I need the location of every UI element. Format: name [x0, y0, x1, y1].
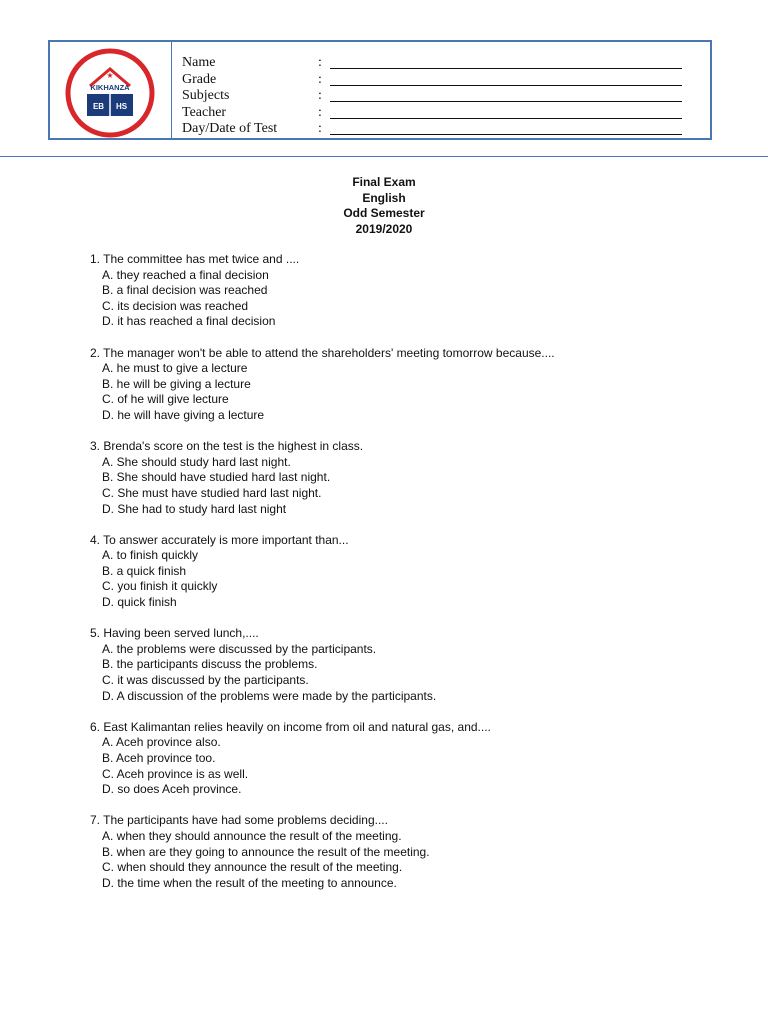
- info-label: Grade: [182, 71, 217, 87]
- answer-option: C. Aceh province is as well.: [102, 766, 249, 781]
- question-stem: 4. To answer accurately is more important than...: [90, 532, 349, 547]
- question-stem: 1. The committee has met twice and ....: [90, 252, 300, 266]
- info-answer-line[interactable]: [330, 85, 682, 86]
- answer-option: C. when should they announce the result of the meeting.: [102, 860, 403, 875]
- answer-option: B. he will be giving a lecture: [102, 376, 251, 391]
- info-label: Subjects: [182, 88, 230, 104]
- logo-cell: [50, 42, 172, 138]
- answer-option: D. quick finish: [102, 595, 177, 610]
- answer-option: C. it was discussed by the participants.: [102, 673, 309, 688]
- info-colon: :: [318, 55, 322, 70]
- answer-option: B. She should have studied hard last night.: [102, 470, 331, 485]
- question-list: [90, 252, 730, 907]
- logo-star-icon: ★: [106, 71, 114, 80]
- exam-year: 2019/2020: [355, 221, 413, 236]
- answer-option: B. a final decision was reached: [102, 283, 268, 298]
- question-stem: 2. The manager won't be able to attend the shareholders' meeting tomorrow because....: [90, 345, 555, 360]
- answer-option: A. She should study hard last night.: [102, 454, 291, 469]
- header-divider: [0, 156, 768, 157]
- answer-option: B. the participants discuss the problems.: [102, 657, 318, 672]
- question-stem: 7. The participants have had some problems deciding....: [90, 813, 388, 828]
- info-colon: :: [318, 104, 322, 120]
- answer-option: A. the problems were discussed by the participants.: [102, 641, 377, 656]
- answer-option: C. its decision was reached: [102, 298, 249, 313]
- info-answer-line[interactable]: [330, 101, 682, 102]
- info-label: Day/Date of Test: [182, 121, 278, 137]
- answer-option: D. so does Aceh province.: [102, 782, 242, 797]
- exam-semester: Odd Semester: [343, 206, 425, 220]
- answer-option: D. he will have giving a lecture: [102, 407, 265, 422]
- answer-option: A. he must to give a lecture: [102, 361, 248, 376]
- question-item: [90, 346, 730, 424]
- exam-header: [48, 40, 712, 140]
- exam-title: Final Exam: [352, 175, 416, 189]
- answer-option: B. Aceh province too.: [102, 751, 216, 765]
- info-row: [182, 88, 702, 105]
- logo-right-letters: HS: [115, 102, 128, 111]
- info-answer-line[interactable]: [330, 134, 682, 135]
- answer-option: C. you finish it quickly: [102, 579, 218, 594]
- question-item: [90, 439, 730, 517]
- answer-option: C. She must have studied hard last night.: [102, 485, 322, 500]
- school-logo: [63, 46, 157, 140]
- info-answer-line[interactable]: [330, 118, 682, 119]
- student-info-rows: [182, 55, 702, 138]
- answer-option: A. when they should announce the result of the meeting.: [102, 828, 402, 843]
- info-row: [182, 55, 702, 72]
- answer-option: C. of he will give lecture: [102, 392, 229, 407]
- info-colon: :: [318, 71, 322, 87]
- answer-option: A. Aceh province also.: [102, 735, 221, 750]
- logo-brand-text: KIKHANZA: [90, 83, 130, 92]
- question-item: [90, 533, 730, 611]
- answer-option: D. the time when the result of the meeting to announce.: [102, 875, 397, 890]
- info-colon: :: [318, 88, 322, 104]
- exam-titles: [0, 175, 768, 237]
- answer-option: B. a quick finish: [102, 563, 187, 578]
- info-row: [182, 72, 702, 89]
- answer-option: D. She had to study hard last night: [102, 501, 287, 516]
- question-stem: 5. Having been served lunch,....: [90, 626, 259, 641]
- info-answer-line[interactable]: [330, 68, 682, 69]
- logo-left-letters: EB: [92, 102, 105, 111]
- info-row: [182, 105, 702, 122]
- question-item: [90, 626, 730, 704]
- question-stem: 6. East Kalimantan relies heavily on income from oil and natural gas, and....: [90, 719, 491, 734]
- answer-option: A. to finish quickly: [102, 548, 199, 563]
- info-row: [182, 121, 702, 138]
- answer-option: D. it has reached a final decision: [102, 314, 276, 329]
- exam-subject: English: [362, 190, 406, 205]
- question-item: [90, 813, 730, 891]
- info-label: Teacher: [182, 104, 227, 120]
- question-stem: 3. Brenda's score on the test is the highest in class.: [90, 439, 364, 454]
- question-item: [90, 720, 730, 798]
- answer-option: B. when are they going to announce the result of the meeting.: [102, 844, 430, 859]
- info-label: Name: [182, 55, 216, 70]
- answer-option: D. A discussion of the problems were made by the participants.: [102, 688, 437, 703]
- info-colon: :: [318, 121, 322, 137]
- answer-option: A. they reached a final decision: [102, 267, 269, 282]
- question-item: [90, 252, 730, 330]
